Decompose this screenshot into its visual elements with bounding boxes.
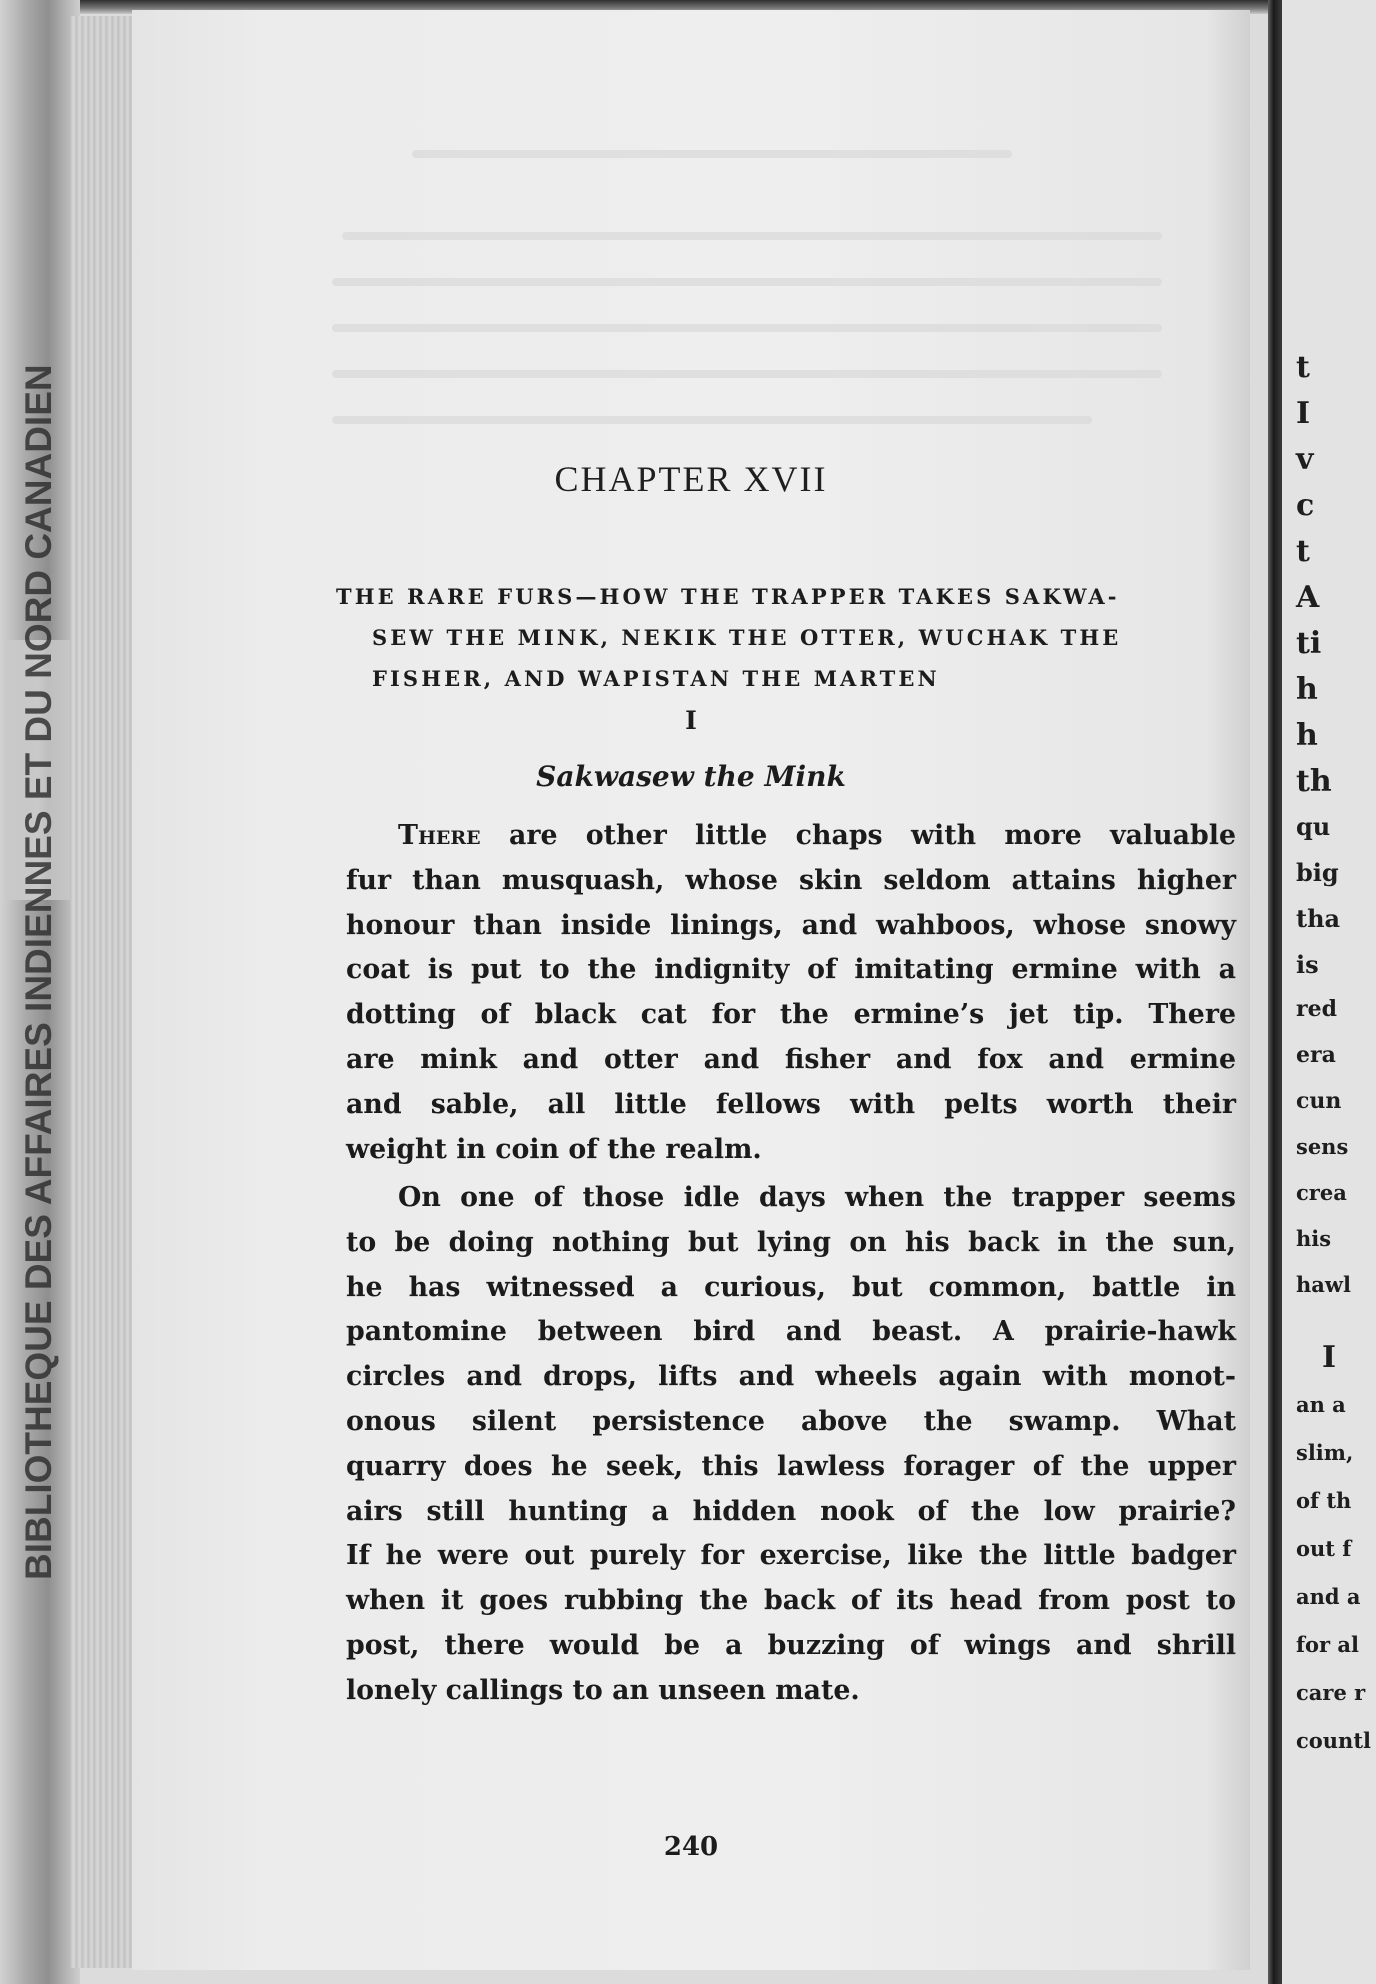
gutter-shadow [1268,0,1282,1984]
text-line: coat is put to the indignity of imitating ermine with a [346,954,1236,986]
facing-page-fragment: v [1296,442,1314,477]
bleed-through [412,150,1012,158]
facing-page-fragment: qu [1296,812,1331,841]
text-line: onous silent persistence above the swamp. What [346,1405,1236,1437]
facing-page-fragment: era [1296,1042,1336,1068]
facing-page-fragment: big [1296,858,1339,887]
facing-page-fragment: th [1296,764,1332,799]
text-line: If he were out purely for exercise, like the little badger [346,1540,1236,1572]
book-spine [0,0,80,1984]
text-line: airs still hunting a hidden nook of the low prairie? [346,1495,1236,1527]
dropcap-word: There [398,820,481,851]
facing-page-fragment: h [1296,718,1318,753]
text-line: lonely callings to an unseen mate. [346,1674,860,1706]
subtitle-line: FISHER, AND WAPISTAN THE MARTEN [372,666,940,691]
text-line: quarry does he seek, this lawless forager of the upper [346,1450,1236,1482]
text-line: and sable, all little fellows with pelts worth their [346,1088,1236,1120]
text-line: pantomine between bird and beast. A prairie-hawk [346,1316,1236,1348]
facing-page-fragment: hawl [1296,1272,1351,1297]
page-number: 240 [663,1832,719,1862]
spine-stamp-text: BIBLIOTHEQUE DES AFFAIRES INDIENNES ET DU NORD CANADIEN [18,364,59,1580]
text-line: honour than inside linings, and wahboos, whose snowy [346,909,1236,941]
facing-page-fragment: is [1296,950,1319,979]
text-line: On one of those idle days when the trapper seems [398,1182,1236,1213]
facing-page-fragment: I [1322,1340,1337,1375]
chapter-heading: CHAPTER XVII [554,459,828,499]
facing-page-fragment: c [1296,488,1315,523]
text-line: dotting of black cat for the ermine’s jet tip. There [346,999,1236,1031]
text-line: weight in coin of the realm. [346,1133,762,1165]
subtitle-line: SEW THE MINK, NEKIK THE OTTER, WUCHAK THE [372,625,1122,650]
facing-page-fragment: tha [1296,904,1341,933]
facing-page-fragment: crea [1296,1180,1347,1205]
bleed-through [332,278,1162,286]
facing-page-fragment: sens [1296,1134,1349,1159]
page-edges [70,16,136,1968]
text-line: when it goes rubbing the back of its head from post to [346,1585,1236,1617]
facing-page-fragment: h [1296,672,1318,707]
section-number: I [685,706,697,735]
bleed-through [332,370,1162,378]
facing-page-fragment: ti [1296,626,1322,661]
facing-page-fragment: an a [1296,1392,1346,1417]
section-title: Sakwasew the Mink [536,760,846,793]
chapter-subtitle [336,576,1232,699]
facing-page-fragment: for al [1296,1632,1359,1657]
facing-page-fragment: his [1296,1226,1332,1251]
text-line: to be doing nothing but lying on his back in the sun, [346,1226,1236,1258]
facing-page-fragment: cun [1296,1088,1342,1114]
facing-page-fragment: A [1296,580,1320,615]
subtitle-line: THE RARE FURS—HOW THE TRAPPER TAKES SAKWA- [336,584,1120,609]
text-line: post, there would be a buzzing of wings and shrill [346,1629,1236,1661]
text-line [346,814,1236,859]
facing-page-fragment: out f [1296,1536,1352,1561]
facing-page-fragment: I [1296,396,1311,431]
facing-page-fragment: t [1296,534,1310,569]
text-line: he has witnessed a curious, but common, battle in [346,1271,1236,1303]
facing-page-fragment: red [1296,996,1337,1022]
bleed-through [332,324,1162,332]
facing-page-fragment: care r [1296,1680,1366,1705]
text-run: are other little chaps with more valuable [480,820,1236,851]
text-line: fur than musquash, whose skin seldom attains higher [346,864,1236,896]
bleed-through [342,232,1162,240]
facing-page-fragment: countl [1296,1728,1372,1753]
facing-page-fragment: t [1296,350,1310,385]
facing-page-fragment: of th [1296,1488,1352,1513]
text-line: are mink and otter and fisher and fox and ermine [346,1043,1236,1075]
bleed-through [332,416,1092,424]
facing-page-edge [1282,0,1376,1984]
paragraph-1 [346,814,1236,1172]
text-line: circles and drops, lifts and wheels again with monot- [346,1361,1236,1393]
paragraph-2 [346,1176,1236,1714]
facing-page-fragment: and a [1296,1584,1361,1609]
facing-page-fragment: slim, [1296,1440,1354,1465]
